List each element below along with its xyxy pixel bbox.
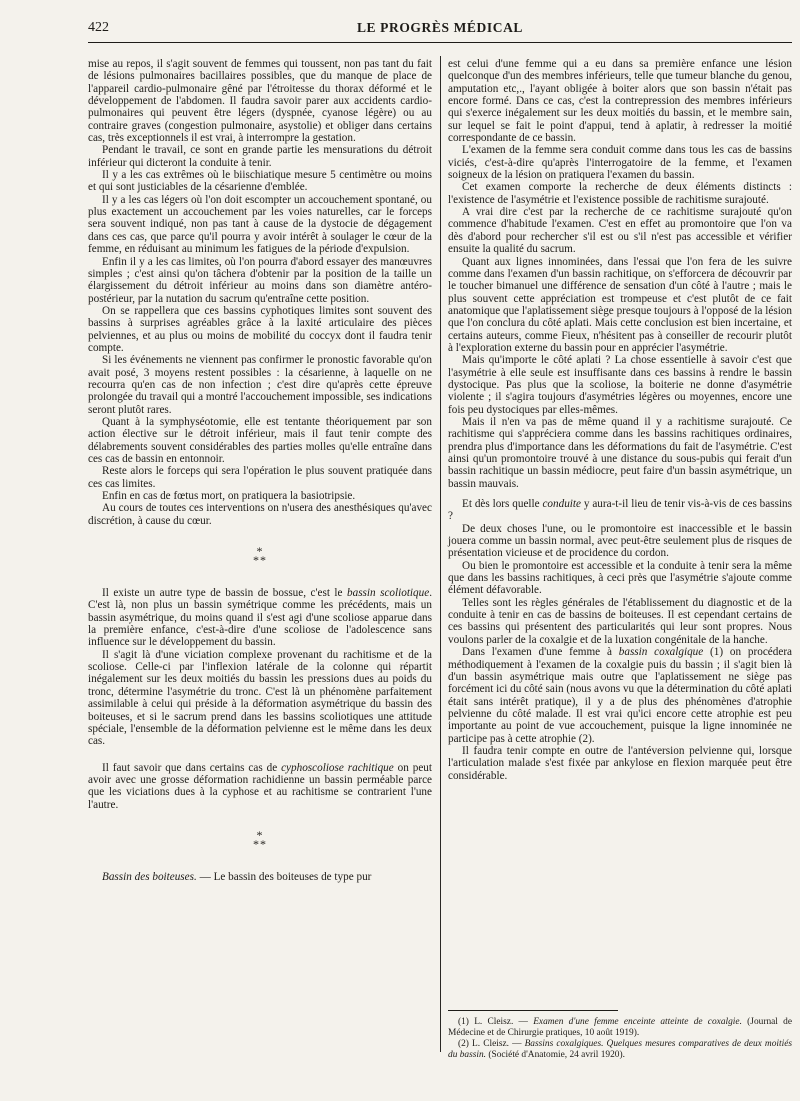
paragraph: L'examen de la femme sera conduit comme dans tous les cas de bassins viciés, c'est-à-dire qu'après l'interrogatoire de la femme, et l'examen soigneux de la lésion on pratiquera l'examen du bassin. — [448, 144, 792, 182]
paragraph: Ou bien le promontoire est accessible et la conduite à tenir sera la même que dans les bassins rachitiques, à ceci près que l'asymétrie s'ajoute comme élément défavorable. — [448, 559, 792, 597]
paragraph: Il y a les cas extrêmes où le biischiatique mesure 5 centimètre ou moins et qui sont justiciables de la césarienne d'emblée. — [88, 169, 432, 194]
footnote: (2) L. Cleisz. — Bassins coxalgiques. Quelques mesures comparatives de deux moitiés du bassin. (Société d'Anatomie, 24 avril 1920). — [448, 1039, 792, 1060]
left-column — [88, 58, 432, 883]
paragraph: Et dès lors quelle conduite y aura-t-il lieu de tenir vis-à-vis de ces bassins ? — [448, 498, 792, 523]
footnote: (1) L. Cleisz. — Examen d'une femme enceinte atteinte de coxalgie. (Journal de Médecine et de Chirurgie pratiques, 10 août 1919). — [448, 1017, 793, 1038]
paragraph: De deux choses l'une, ou le promontoire est inaccessible et le bassin jouera comme un bassin normal, avec peut-être seulement plus de risques de présentation vicieuse et de procidence du cordon. — [448, 522, 792, 560]
section-asterism: * ** — [253, 544, 267, 568]
paragraph: Il faudra tenir compte en outre de l'antéversion pelvienne qui, lorsque l'articulation malade s'est fixée par ankylose en flexion marquée peut être considérable. — [448, 744, 792, 782]
emphasis: bassin coxalgique — [618, 646, 704, 659]
paragraph: Il faut savoir que dans certains cas de cyphoscoliose rachitique on peut avoir avec une grosse déformation rachidienne un bassin perméable parce que les viciations dues à la cyphose et au rachitisme se contrarient l'une l'autre. — [88, 761, 433, 811]
paragraph: Bassin des boiteuses. — Le bassin des boiteuses de type pur — [102, 870, 372, 883]
right-column — [448, 58, 792, 782]
paragraph: Reste alors le forceps qui sera l'opération le plus souvent pratiquée dans ces cas limites. — [88, 465, 432, 490]
paragraph: Cet examen comporte la recherche de deux éléments distincts : l'existence de l'asymétrie et l'existence possible de rachitisme surajouté. — [448, 181, 792, 206]
paragraph: Telles sont les règles générales de l'établissement du diagnostic et de la conduite à tenir en cas de bassins de boiteuses. Il est cependant certains de ces bassins qui présentent des particularités qui leur sont propres. Nous voulons parler de la coxalgie et de la luxation congénitale de la hanche. — [448, 596, 792, 646]
paragraph: Pendant le travail, ce sont en grande partie les mensurations du détroit inférieur qui dicteront la conduite à tenir. — [88, 144, 432, 169]
page-number: 422 — [88, 20, 109, 35]
paragraph: Mais il n'en va pas de même quand il y a rachitisme surajouté. Ce rachitisme qui s'appréciera comme dans les bassins rachitiques ordinaires, prendra plus d'importance dans les déformations du fait de l'asymétrie. C'est ainsi qu'un promontoire trouvé à une distance du sous-pubis qui ferait d'un bassin rachitique un bassin médiocre, peut faire d'un bassin asymétrique, un bassin mauvais. — [448, 415, 792, 490]
section-asterism: * ** — [253, 827, 267, 851]
paragraph: Si les événements ne viennent pas confirmer le pronostic favorable qu'on avait posé, 3 moyens restent possibles : la césarienne, à laquelle on ne recourra qu'en cas de non infection ; c'est dire qu'après cette épreuve prolongée du travail qui a montré l'accouchement impossible, ses indications seront plutôt rares. — [88, 354, 432, 416]
paragraph: Au cours de toutes ces interventions on n'usera des anesthésiques qu'avec discrétion, à cause du cœur. — [88, 502, 432, 527]
paragraph: Quant à la symphyséotomie, elle est tentante théoriquement par son action élective sur le détroit inférieur, mais il faut tenir compte des délabrements souvent considérables des parties molles qu'elle entraîne dans ces cas de bassin en entonnoir. — [88, 415, 432, 465]
header-rule — [88, 42, 792, 43]
paragraph: Il existe un autre type de bassin de bossue, c'est le bassin scoliotique. C'est là, non plus un bassin symétrique comme les précédents, mais un bassin asymétrique, du moins quand il s'est agi d'une scoliose apparue dans la première enfance, c'est-à-dire d'une scoliose de l'adolescence sans influence sur le développement du bassin. — [88, 587, 432, 649]
paragraph: Mais qu'importe le côté aplati ? La chose essentielle à savoir c'est que l'asymétrie à elle seule est insuffisante dans ces bassins à rendre le bassin dystocique. Pas plus que la scoliose, la boiterie ne donne d'asymétrie violente ; il s'agira toujours d'asymétries légères ou moyennes, encore une fois peu dystociques par elles-mêmes. — [448, 354, 792, 416]
emphasis: bassin scoliotique — [347, 587, 430, 600]
paragraph: Il s'agit là d'une viciation complexe provenant du rachitisme et de la scoliose. Celle-ci par l'inflexion latérale de la colonne qui répartit inégalement sur les deux moitiés du bassin les pressions dues au poids du tronc, détermine l'asymétrie du tronc. C'est là un phénomène parfaitement assimilable à celui qui préside à la déformation asymétrique du bassin des boiteuses, et si le sacrum prend dans les bassins scoliotiques une attitude spéciale, l'ensemble de la déformation pelvienne est le même dans les deux cas. — [88, 648, 432, 748]
paragraph: A vrai dire c'est par la recherche de ce rachitisme surajouté qu'on commence d'habitude l'examen. C'est en effet au promontoire que l'on va dès d'abord pour rechercher s'il est ou s'il n'est pas accessible et vérifier ensuite la qualité du sacrum. — [448, 206, 792, 256]
running-title: LE PROGRÈS MÉDICAL — [356, 20, 524, 35]
emphasis: cyphoscoliose rachitique — [281, 761, 394, 774]
paragraph: Il y a les cas légers où l'on doit escompter un accouchement spontané, ou plus exactement un accouchement par les voies naturelles, car le forceps sera souvent indiqué, non pas tant à cause de la dystocie de dégagement dans ces cas, que parce qu'il pourra y avoir intérêt à soulager le cœur de la femme, en réduisant au minimum les fatigues de la période d'expulsion. — [88, 193, 432, 256]
paragraph: Enfin en cas de fœtus mort, on pratiquera la basiotripsie. — [102, 490, 356, 503]
paragraph: On se rappellera que ces bassins cyphotiques limites sont souvent des bassins à surprises agréables grâce à la laxité articulaire des pièces pelviennes, et au plus ou moins de mobilité du coccyx dont il faudra tenir compte. — [88, 304, 432, 354]
emphasis: conduite — [542, 498, 581, 511]
footnotes — [448, 1010, 792, 1061]
paragraph: Quant aux lignes innominées, dans l'essai que l'on fera de les suivre comme dans l'examen d'un bassin rachitique, on s'efforcera de découvrir par le toucher bimanuel une différence de sensation d'un côté à l'autre ; mais le plus souvent cette appréciation est trompeuse et c'est plutôt de ce fait anatomique que l'aplatissement siège presque toujours à l'opposé de la lésion que l'on conclura du côté aplati. Mais cette conclusion est bien incertaine, et certains auteurs, comme Fieux, n'hésitent pas à conseiller de recourir plutôt à l'exploration externe du bassin pour en apprécier l'asymétrie. — [448, 255, 792, 354]
paragraph: Dans l'examen d'une femme à bassin coxalgique (1) on procédera méthodiquement à l'examen de la coxalgie puis du bassin ; il s'agit bien là d'un bassin asymétrique mais outre que l'aplatissement ne siège pas forcément ici du côté sain (nous avons vu que la détermination du côté aplati était sans intérêt pratique), il y a de plus des phénomènes d'atrophie pelvienne du côté malade. Il est vrai qu'ici encore cette atrophie est peu importante au point de vue accouchement, puisque la ligne innominée ne participe pas à cette atrophie (2). — [448, 646, 793, 745]
paragraph: est celui d'une femme qui a eu dans sa première enfance une lésion quelconque d'un des membres inférieurs, telle que tumeur blanche du genou, amputation etc,., l'ayant obligée à boiter alors que son bassin n'était pas encore formé. Dans ce cas, c'est la contrepression des membres inférieurs qui s'exerce inégalement sur les deux moitiés du bassin, et le membre sain, sur lequel se fait le point d'appui, tend à aplatir, à redresser la moitié correspondante de ce bassin. — [448, 58, 792, 145]
paragraph: mise au repos, il s'agit souvent de femmes qui toussent, non pas tant du fait de lésions pulmonaires bacillaires possibles, que du manque de place de l'appareil cardio-pulmonaire gêné par l'étroitesse du thorax déformé et le développement de l'abdomen. Il faudra savoir parer aux accidents cardio-pulmonaires qui peuvent être légers (dyspnée, cyanose légère) ou au contraire graves (congestion pulmonaire, asystolie) et obliger dans certains cas, très exceptionnels il est vrai, à interrompre la gestation. — [88, 58, 432, 145]
paragraph: Enfin il y a les cas limites, où l'on pourra d'abord essayer des manœuvres simples ; c'est ainsi qu'on tâchera d'obtenir par la position de la taille un élargissement du détroit inférieur au moins dans son diamètre antéro-postérieur, par la nutation du sacrum qu'entraîne cette position. — [88, 255, 432, 305]
footnote-rule — [448, 1010, 618, 1011]
section-heading: Bassin des boiteuses. — [102, 870, 197, 883]
page-header — [88, 20, 792, 44]
column-divider — [440, 56, 441, 1052]
